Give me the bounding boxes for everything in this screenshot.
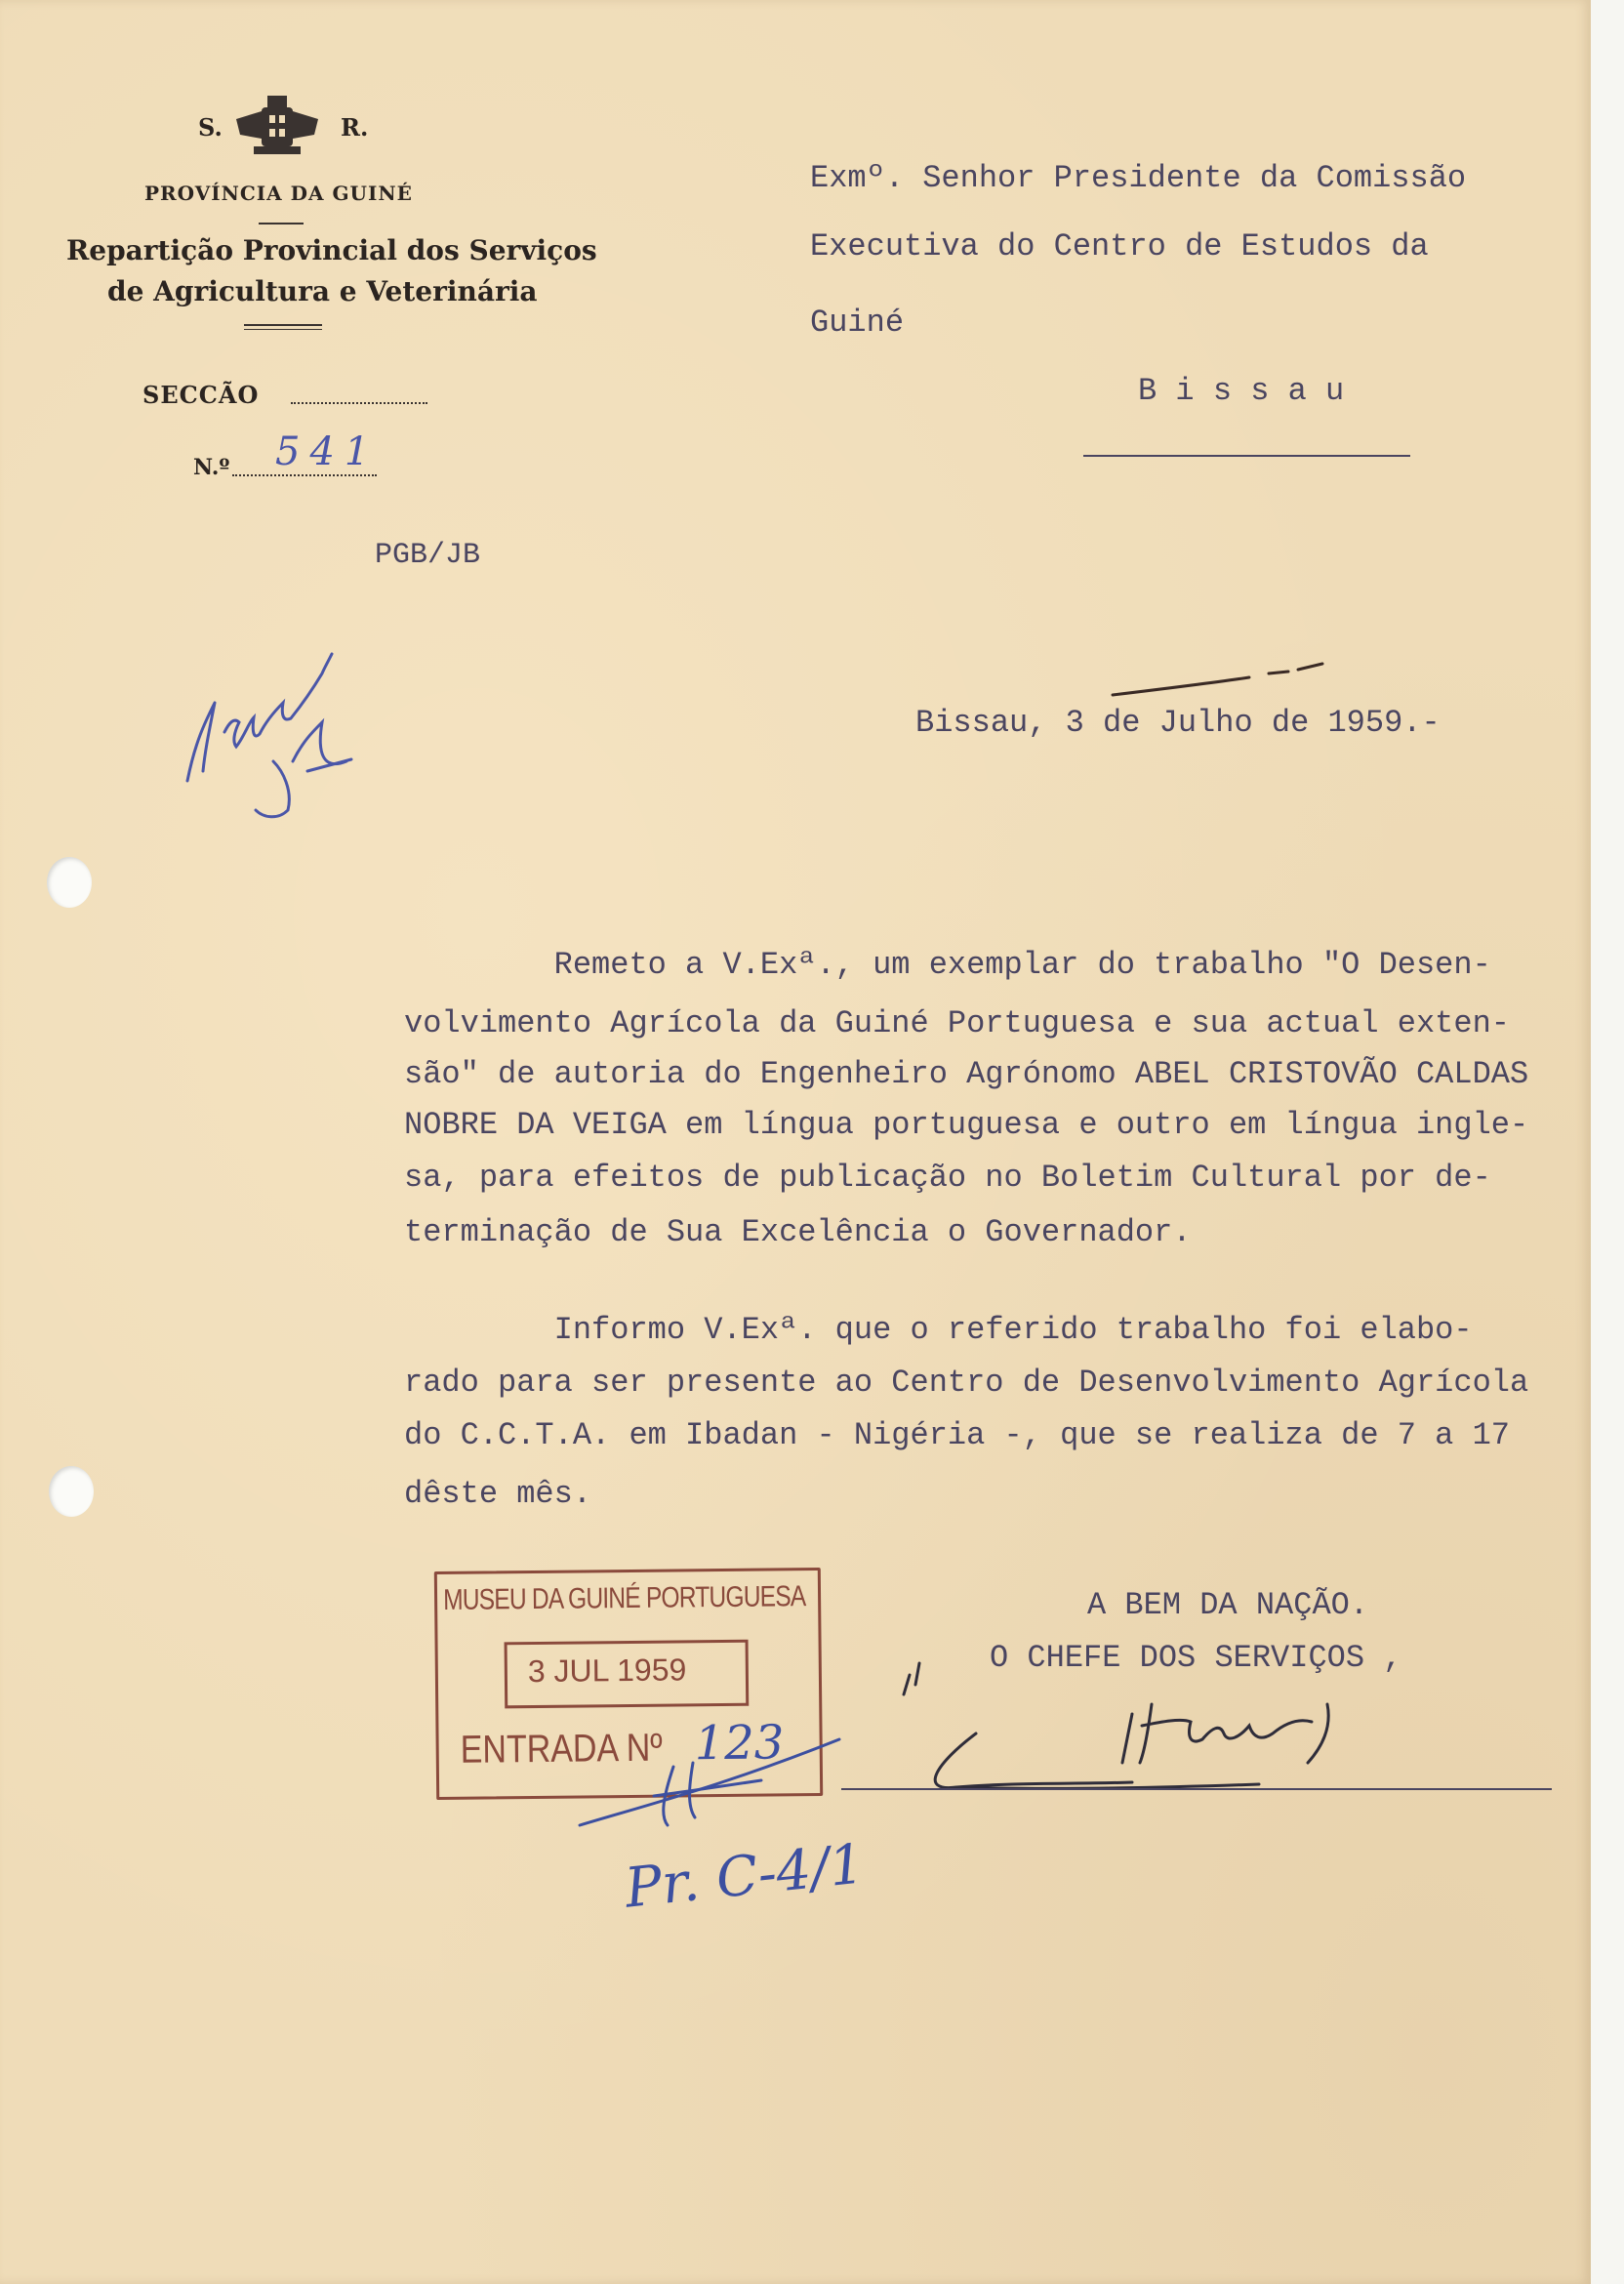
addressee-line-1: Exmº. Senhor Presidente da Comissão [810, 160, 1467, 196]
handwritten-initials [176, 625, 371, 820]
body-p2-line-2: rado para ser presente ao Centro de Desenvolvimento Agrícola [404, 1365, 1529, 1401]
date-pen-stroke [1103, 660, 1327, 699]
stamp-entry-number: 123 [694, 1715, 785, 1772]
department-line-1: Repartição Provincial dos Serviços [66, 234, 597, 266]
punch-hole-bottom [49, 1466, 94, 1517]
body-p2-line-4: dêste mês. [404, 1476, 592, 1512]
letterhead-right-letter: R. [341, 113, 369, 142]
section-dotted-line [291, 402, 427, 404]
number-dotted-line [232, 474, 377, 476]
department-line-2: de Agricultura e Veterinária [107, 275, 538, 307]
body-p1-line-2: volvimento Agrícola da Guiné Portuguesa e sua actual exten- [404, 1005, 1510, 1041]
closing-line-2: O CHEFE DOS SERVIÇOS , [990, 1640, 1402, 1676]
section-label: SECCÃO [142, 381, 260, 409]
divider-double [244, 324, 322, 330]
body-p1-line-3: são" de autoria do Engenheiro Agrónomo ABEL CRISTOVÃO CALDAS [404, 1056, 1529, 1092]
body-p1-line-4: NOBRE DA VEIGA em língua portuguesa e outro em língua ingle- [404, 1107, 1529, 1143]
closing-line-1: A BEM DA NAÇÃO. [1087, 1587, 1369, 1623]
body-p2-line-1: Informo V.Exª. que o referido trabalho foi elabo- [404, 1312, 1473, 1348]
signature [898, 1616, 1444, 1812]
reference-code: PGB/JB [375, 539, 481, 572]
number-label: N.º [193, 455, 230, 480]
signature-line [841, 1788, 1552, 1790]
stamp-pen-marks [566, 1728, 859, 1845]
body-p1-line-5: sa, para efeitos de publicação no Boletim Cultural por de- [404, 1160, 1491, 1196]
body-p2-line-3: do C.C.T.A. em Ibadan - Nigéria -, que se realiza de 7 a 17 [404, 1417, 1510, 1453]
date-line: Bissau, 3 de Julho de 1959.- [915, 705, 1441, 741]
punch-hole-top [47, 857, 92, 908]
stamp-entry-label: ENTRADA Nº [460, 1726, 663, 1772]
province-name: PROVÍNCIA DA GUINÉ [144, 182, 413, 205]
handwritten-reference: Pr. C-4/1 [622, 1832, 868, 1921]
addressee-line-3: Guiné [810, 305, 905, 341]
divider-short [259, 223, 304, 224]
addressee-underline [1083, 455, 1410, 457]
body-p1-line-1: Remeto a V.Exª., um exemplar do trabalho "O Desen- [404, 947, 1491, 983]
addressee-city: B i s s a u [1138, 373, 1345, 409]
stamp-date: 3 JUL 1959 [527, 1652, 687, 1690]
document-number: 541 [275, 429, 380, 474]
stamp-header: MUSEU DA GUINÉ PORTUGUESA [442, 1580, 806, 1616]
addressee-line-2: Executiva do Centro de Estudos da [810, 228, 1429, 265]
body-p1-line-6: terminação de Sua Excelência o Governador. [404, 1214, 1192, 1250]
letterhead-left-letter: S. [198, 113, 223, 142]
coat-of-arms-icon [232, 90, 322, 164]
